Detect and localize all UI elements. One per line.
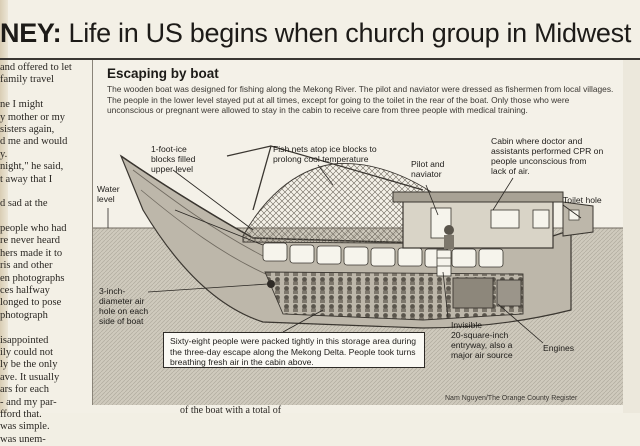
article-line: en photographs [0, 272, 65, 284]
article-line: t away that I [0, 173, 53, 185]
callout-air-hole: 3-inch- diameter air hole on each side of boat [99, 286, 149, 326]
article-line: was unem- [0, 433, 46, 445]
callout-engines: Engines [543, 343, 575, 353]
article-line: night," he said, [0, 161, 64, 173]
headline [0, 18, 640, 58]
article-line: people who had [0, 223, 67, 235]
callout-toilet-hole: Toilet hole [563, 195, 602, 205]
left-column-article-text [0, 62, 92, 445]
article-line: ris and other [0, 260, 53, 272]
entryway [437, 250, 451, 276]
air-hole [267, 280, 275, 288]
article-line: longed to pose [0, 297, 62, 309]
callout-entryway: Invisible 20-square-inch entryway, also a major air source [451, 320, 513, 360]
callout-fish-nets: Fish nets atop ice blocks to prolong cool temperature [273, 144, 377, 164]
cabin [393, 192, 563, 249]
article-line: family travel [0, 74, 54, 86]
article-line: ces halfway [0, 285, 50, 297]
article-line: ave. It usually [0, 371, 60, 383]
headline-kicker: NEY: [0, 18, 62, 48]
article-line: and offered to let [0, 62, 72, 73]
callout-ice-blocks: 1-foot-ice blocks filled upper level [151, 144, 196, 174]
callout-cabin: Cabin where doctor and assistants performed CPR on people unconscious from lack of air. [491, 136, 604, 176]
article-line: photograph [0, 309, 48, 321]
article-line: re never heard [0, 235, 61, 247]
article-line: ars for each [0, 384, 49, 396]
article-line: ily could not [0, 346, 54, 358]
article-line: ne I might [0, 99, 44, 111]
article-line: was simple. [0, 421, 50, 433]
escape-graphic [92, 60, 624, 405]
headline-text: Life in US begins when church group in Midwest [61, 18, 632, 48]
article-line: fford that. [0, 408, 42, 420]
article-line: y. [0, 148, 8, 160]
callout-pilot: Pilot and naviator [411, 159, 445, 179]
article-line: hers made it to [0, 247, 63, 259]
bottom-article-text: of the boat with a total of [180, 405, 282, 416]
article-line [0, 211, 92, 223]
article-line: y mother or my [0, 111, 66, 123]
graphic-intro: The wooden boat was designed for fishing along the Mekong River. The pilot and naviator were dressed as fishermen from local villages. The people in the lower level stayed put at all times, except for going to the toilet in the rear of the boat. Only those who were unconscious or pregnant were allowed to stay in the cabin to receive care from three people with medical training. [107, 84, 614, 116]
engines [453, 278, 521, 308]
article-line: sisters again, [0, 123, 55, 135]
article-line [0, 87, 92, 99]
right-margin [623, 60, 640, 413]
callout-water-level: Water level [97, 184, 120, 204]
article-line: - and my par- [0, 396, 57, 408]
article-line: isappointed [0, 334, 49, 346]
article-line [0, 322, 92, 334]
article-line: d me and would [0, 136, 68, 148]
article-line: ly be the only [0, 359, 58, 371]
graphic-title: Escaping by boat [107, 66, 219, 81]
article-line: d sad at the [0, 198, 48, 210]
photo-credit: Nam Nguyen/The Orange County Register [445, 395, 578, 402]
article-line [0, 186, 92, 198]
storage-caption: Sixty-eight people were packed tightly in this storage area during the three-day escape along the Mekong Delta. People took turns breathing fresh air in the cabin above. [163, 332, 425, 368]
